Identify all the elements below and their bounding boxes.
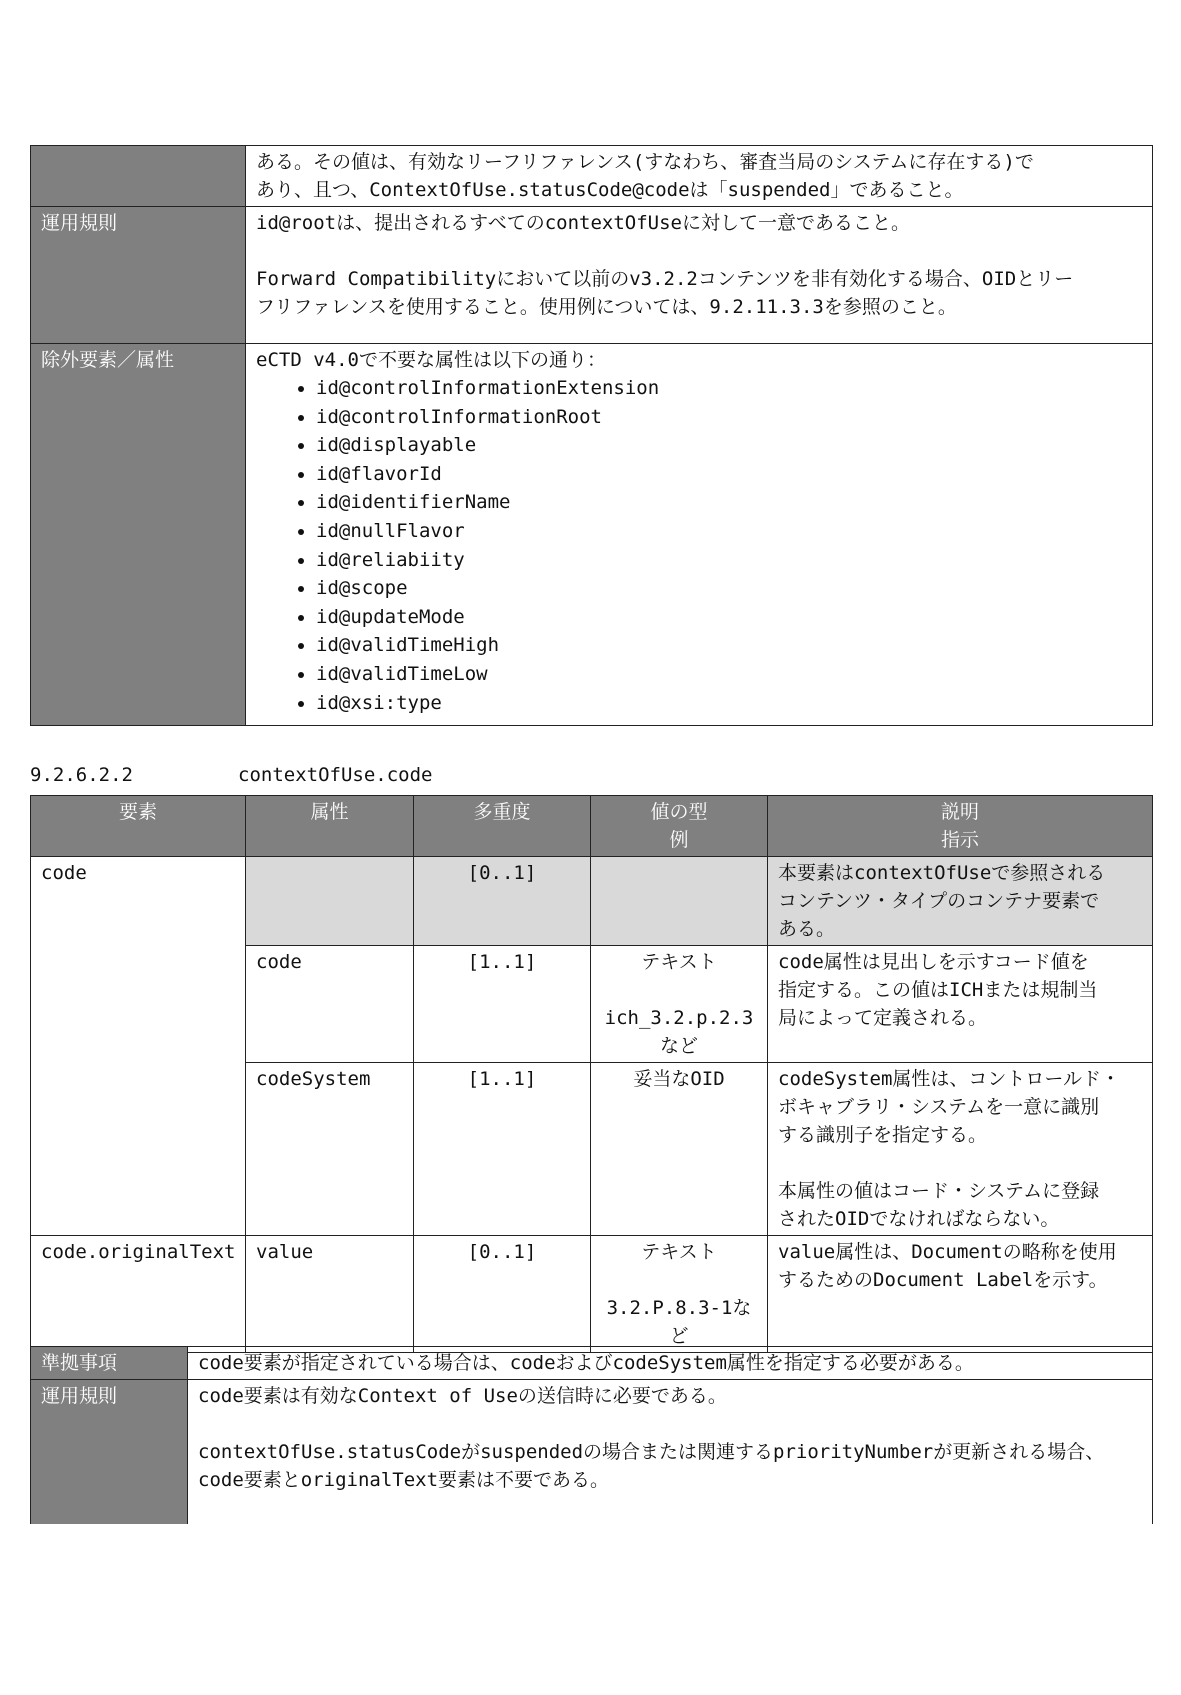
header-example-line: 例 (669, 829, 689, 851)
top-row-operation (31, 207, 1153, 344)
type-cell: 妥当なOID (591, 1063, 768, 1236)
list-item: • id@nullFlavor (316, 517, 1142, 546)
text-line: 本要素はcontextOfUseで参照される (778, 862, 1106, 884)
cardinality-cell: [1..1] (414, 946, 591, 1063)
list-item: • id@scope (316, 574, 1142, 603)
element-cell: code (31, 857, 246, 1236)
section-number: 9.2.6.2.2 (30, 764, 133, 786)
cardinality-cell: [0..1] (414, 857, 591, 946)
list-item: • id@validTimeLow (316, 660, 1142, 689)
top-row-excluded (31, 344, 1153, 726)
text-line: code属性は見出しを示すコード値を (778, 951, 1089, 973)
list-item: • id@controlInformationExtension (316, 374, 1142, 403)
cardinality-cell: [0..1] (414, 1236, 591, 1353)
text-line: ある。その値は、有効なリーフリファレンス(すなわち、審査当局のシステムに存在する)で (256, 151, 1034, 173)
list-item: • id@validTimeHigh (316, 631, 1142, 660)
attribute-cell: code (246, 946, 414, 1063)
list-item: • id@flavorId (316, 460, 1142, 489)
list-item: • id@reliabiity (316, 546, 1142, 575)
excluded-attributes-cell (246, 344, 1153, 726)
list-item: • id@xsi:type (316, 689, 1142, 718)
header-instr-line: 指示 (940, 829, 979, 851)
description-cell (768, 1063, 1153, 1236)
type-value: テキスト (641, 1241, 717, 1263)
description-cell (768, 1236, 1153, 1353)
text-line: コンテンツ・タイプのコンテナ要素で (778, 890, 1100, 912)
text-line: code要素は有効なContext of Useの送信時に必要である。 (198, 1385, 727, 1407)
top-row-continued (31, 146, 1153, 207)
row-label: 運用規則 (31, 207, 246, 344)
section-heading (30, 764, 432, 786)
row-label: 運用規則 (31, 1380, 188, 1524)
section-title: contextOfUse.code (238, 764, 433, 786)
row-label-empty (31, 146, 246, 207)
text-line: する識別子を指定する。 (778, 1124, 988, 1146)
table-row (31, 1236, 1153, 1353)
code-attribute-table (30, 795, 1153, 1353)
attribute-cell: value (246, 1236, 414, 1353)
list-item: • id@controlInformationRoot (316, 403, 1142, 432)
text-line: id@rootは、提出されるすべてのcontextOfUseに対して一意であること。 (256, 212, 910, 234)
text-line: codeSystem属性は、コントロールド・ (778, 1068, 1121, 1090)
compliance-row (31, 1347, 1153, 1380)
type-value: テキスト (641, 951, 717, 973)
rules-table (30, 1346, 1153, 1524)
text-line: ボキャブラリ・システムを一意に識別 (778, 1096, 1100, 1118)
example-value: 3.2.P.8.3-1など (606, 1297, 752, 1347)
type-cell (591, 857, 768, 946)
operation-text-cell (246, 207, 1153, 344)
header-type-line: 値の型 (650, 801, 708, 823)
list-item: • id@updateMode (316, 603, 1142, 632)
text-line: code要素とoriginalText要素は不要である。 (198, 1469, 610, 1491)
header-attribute: 属性 (246, 796, 414, 857)
text-line: 指定する。この値はICHまたは規制当 (778, 979, 1098, 1001)
compliance-text-cell: code要素が指定されている場合は、codeおよびcodeSystem属性を指定する必要がある。 (188, 1347, 1153, 1380)
table-row (31, 857, 1153, 946)
text-line: あり、且つ、ContextOfUse.statusCode@codeは「suspended」であること。 (256, 179, 964, 201)
attribute-cell (246, 857, 414, 946)
example-value: ich_3.2.p.2.3など (604, 1007, 754, 1057)
text-line: 本属性の値はコード・システムに登録 (778, 1180, 1100, 1202)
header-type (591, 796, 768, 857)
excluded-list (256, 374, 1142, 717)
cardinality-cell: [1..1] (414, 1063, 591, 1236)
description-cell (768, 946, 1153, 1063)
type-cell (591, 946, 768, 1063)
type-cell (591, 1236, 768, 1353)
attribute-cell: codeSystem (246, 1063, 414, 1236)
description-cell (768, 857, 1153, 946)
row-label: 準拠事項 (31, 1347, 188, 1380)
header-description (768, 796, 1153, 857)
text-line: ある。 (778, 918, 836, 940)
text-line: するためのDocument Labelを示す。 (778, 1269, 1108, 1291)
text-line: Forward Compatibilityにおいて以前のv3.2.2コンテンツを非有効化する場合、OIDとリー (256, 268, 1074, 290)
list-item: • id@displayable (316, 431, 1142, 460)
element-cell: code.originalText (31, 1236, 246, 1353)
row-label: 除外要素／属性 (31, 344, 246, 726)
text-line: contextOfUse.statusCodeがsuspendedの場合または関連するpriorityNumberが更新される場合、 (198, 1441, 1105, 1463)
header-cardinality: 多重度 (414, 796, 591, 857)
operation-text-cell (188, 1380, 1153, 1524)
continued-text-cell (246, 146, 1153, 207)
list-item: • id@identifierName (316, 488, 1142, 517)
text-line: value属性は、Documentの略称を使用 (778, 1241, 1117, 1263)
text-line: されたOIDでなければならない。 (778, 1208, 1060, 1230)
top-table (30, 145, 1153, 726)
header-desc-line: 説明 (940, 801, 979, 823)
text-line: 局によって定義される。 (778, 1007, 988, 1029)
table-header-row (31, 796, 1153, 857)
operation-row (31, 1380, 1153, 1524)
header-element: 要素 (31, 796, 246, 857)
text-line: フリファレンスを使用すること。使用例については、9.2.11.3.3を参照のこと。 (256, 296, 957, 318)
excluded-intro: eCTD v4.0で不要な属性は以下の通り： (256, 349, 606, 371)
